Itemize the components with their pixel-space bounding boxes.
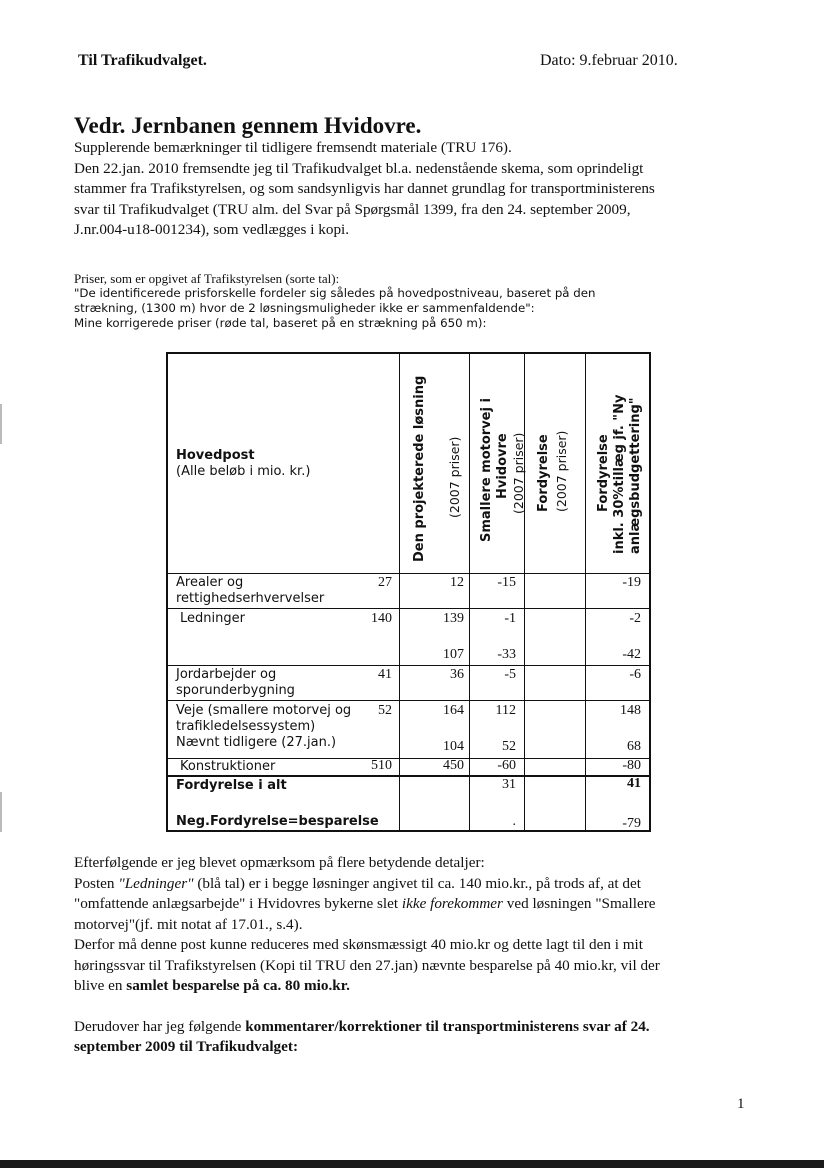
cell-value: 510: [371, 758, 392, 773]
table-row-divider: [168, 665, 649, 666]
cell-value: -1: [504, 611, 516, 626]
cell-value: 52: [378, 703, 392, 718]
cell-value-corrected: 68: [627, 739, 641, 754]
prices-note-line: Priser, som er opgivet af Trafikstyrelsen (sorte tal):: [74, 271, 340, 286]
cell-value: -60: [497, 758, 516, 773]
cell-value: 27: [378, 575, 392, 590]
scan-margin-mark: [0, 404, 2, 444]
row-label: trafikledelsessystem): [176, 719, 316, 734]
cell-value-savings: -79: [622, 816, 641, 831]
text-line: Derfor må denne post kunne reduceres med skønsmæssigt 40 mio.kr og dette lagt til den i mit: [74, 936, 643, 953]
text-line: [74, 894, 764, 915]
text-line: motorvej"(jf. mit notat af 17.01., s.4).: [74, 915, 303, 933]
col4-header-c: anlægsbudgettering": [628, 397, 643, 554]
text-span-bold: samlet besparelse på ca. 80 mio.kr.: [126, 977, 350, 994]
row-label-total: Fordyrelse i alt: [176, 778, 287, 793]
table-row-divider: [168, 700, 649, 701]
text-span-bold: kommentarer/korrektioner til transportministerens svar af 24.: [245, 1017, 650, 1035]
lower-paragraphs: [74, 853, 764, 1058]
col3-header-sub: (2007 priser): [554, 430, 569, 512]
text-line: Efterfølgende er jeg blevet opmærksom på flere betydende detaljer:: [74, 854, 485, 871]
cell-value-total: 31: [502, 777, 516, 792]
text-line: [74, 1017, 764, 1038]
row-label: sporunderbygning: [176, 683, 295, 698]
cell-value: 139: [443, 611, 464, 626]
cell-value: 450: [443, 758, 464, 773]
row-label: Veje (smallere motorvej og: [176, 703, 352, 718]
row-label: rettighedserhvervelser: [176, 591, 325, 606]
text-line: høringssvar til Trafikstyrelsen (Kopi til TRU den 27.jan) nævnte besparelse på 40 mio.kr, vil der: [74, 956, 660, 974]
cell-value: 41: [378, 667, 392, 682]
col4-header: Fordyrelse: [596, 434, 611, 512]
table-row-divider: [168, 573, 649, 574]
text-line: [74, 976, 764, 997]
prices-note-line: strækning, (1300 m) hvor de 2 løsningsmuligheder ikke er sammenfaldende":: [74, 301, 535, 315]
document-title: Vedr. Jernbanen gennem Hvidovre.: [74, 113, 422, 138]
row-label: Konstruktioner: [180, 759, 276, 774]
scan-margin-mark: [0, 792, 2, 832]
text-span: "omfattende anlægsarbejde" i Hvidovres bykerne slet: [74, 895, 402, 912]
cell-value-corrected: -42: [622, 647, 641, 662]
text-span: Derudover har jeg følgende: [74, 1017, 246, 1035]
cell-value: -15: [497, 575, 516, 590]
page-number: 1: [737, 1096, 745, 1112]
header-hovedpost: Hovedpost: [176, 448, 255, 463]
cell-value: 36: [450, 667, 464, 682]
cell-value: 148: [620, 703, 641, 718]
intro-line: stammer fra Trafikstyrelsen, og som sandsynligvis har dannet grundlag for transportministerens: [74, 180, 655, 197]
recipient-line: Til Trafikudvalget.: [78, 52, 207, 69]
col2-header: Smallere motorvej i: [479, 398, 494, 542]
cell-value-total: 41: [627, 776, 641, 791]
text-span: (blå tal) er i begge løsninger angivet til ca. 140 mio.kr., på trods af, at det: [193, 874, 641, 892]
text-span-italic: ikke forekommer: [401, 895, 503, 912]
cell-value: -6: [629, 667, 641, 682]
text-span: blive en: [74, 977, 127, 994]
scan-bottom-edge: [0, 1160, 824, 1168]
cell-value: -80: [622, 758, 641, 773]
row-label: Nævnt tidligere (27.jan.): [176, 735, 337, 750]
intro-line: svar til Trafikudvalget (TRU alm. del Svar på Spørgsmål 1399, fra den 24. september 2009,: [74, 200, 631, 218]
paragraph-gap: [74, 997, 764, 1017]
col1-header-sub: (2007 priser): [447, 436, 462, 518]
row-label: Ledninger: [180, 611, 245, 626]
header-unit: (Alle beløb i mio. kr.): [176, 464, 311, 479]
text-line: [74, 874, 764, 895]
col2-header-b: Hvidovre: [495, 433, 510, 499]
date-line: Dato: 9.februar 2010.: [540, 52, 678, 69]
row-label-savings: Neg.Fordyrelse=besparelse: [176, 814, 379, 829]
row-label: Jordarbejder og: [176, 667, 277, 682]
intro-line: Den 22.jan. 2010 fremsendte jeg til Trafikudvalget bl.a. nedenstående skema, som oprindeligt: [74, 159, 644, 177]
table-row-divider: [168, 775, 649, 777]
cell-value: 112: [495, 703, 516, 718]
cell-value: 12: [450, 575, 464, 590]
col2-header-sub: (2007 priser): [511, 432, 526, 514]
intro-line: J.nr.004-u18-001234), som vedlægges i kopi.: [74, 221, 350, 238]
text-span-italic: "Ledninger": [118, 874, 194, 892]
table-row-divider: [168, 608, 649, 609]
cell-value: 164: [443, 703, 464, 718]
col1-header: Den projekterede løsning: [412, 375, 427, 562]
cell-value-corrected: 107: [443, 647, 464, 662]
cell-value-corrected: 104: [443, 739, 464, 754]
prices-note: [74, 271, 596, 331]
cell-value-savings: .: [512, 814, 516, 829]
prices-note-line: Mine korrigerede priser (røde tal, baseret på en strækning på 650 m):: [74, 316, 487, 330]
prices-note-line: "De identificerede prisforskelle fordeler sig således på hovedpostniveau, baseret på den: [74, 286, 596, 300]
cell-value: -5: [504, 667, 516, 682]
cost-table: [166, 352, 651, 832]
text-line: september 2009 til Trafikudvalget:: [74, 1038, 298, 1055]
intro-paragraph: [74, 138, 754, 241]
cell-value-corrected: -33: [497, 647, 516, 662]
col3-header: Fordyrelse: [536, 434, 551, 512]
cell-value: 140: [371, 611, 392, 626]
intro-line: Supplerende bemærkninger til tidligere fremsendt materiale (TRU 176).: [74, 139, 512, 156]
text-span: Posten: [74, 874, 119, 892]
cell-value: -2: [629, 611, 641, 626]
text-span: ved løsningen "Smallere: [502, 895, 656, 912]
cell-value: -19: [622, 575, 641, 590]
row-label: Arealer og: [176, 575, 244, 590]
cell-value-corrected: 52: [502, 739, 516, 754]
col4-header-b: inkl. 30%tillæg jf. "Ny: [612, 394, 627, 554]
